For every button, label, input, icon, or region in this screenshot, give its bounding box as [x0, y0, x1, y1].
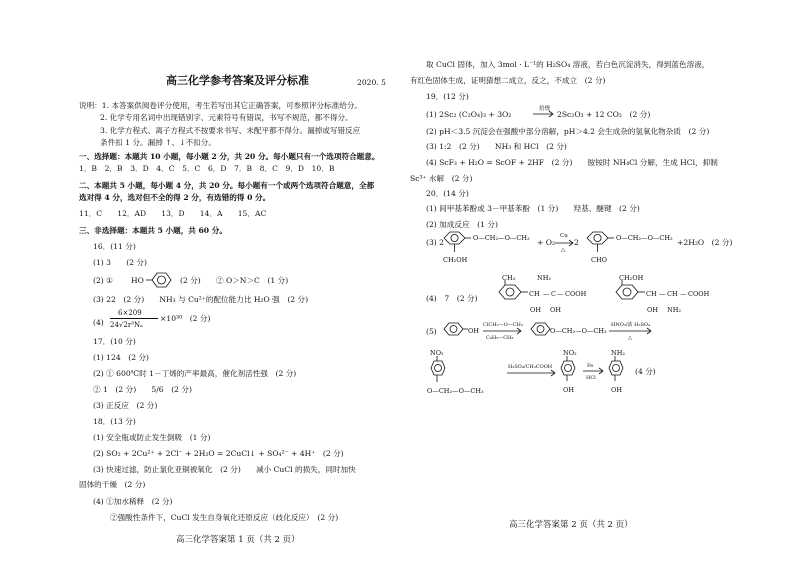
isomer-2-ring [614, 280, 646, 310]
isomer-1-nh2: NH₂ [537, 274, 551, 282]
section-1-heading: 一、选择题：本题共 10 小题，每小题 2 分，共 20 分。每小题只有一个选项符合题意。 [79, 152, 380, 161]
nitrophenol-oh: OH [563, 386, 574, 394]
nitrophenol-no2: NO₂ [563, 349, 577, 357]
q18-4b: ②强酸性条件下，CuCl 发生自身氧化还原反应（歧化反应） (2 分) [110, 513, 339, 522]
phenol-ho-label: HO [131, 276, 144, 285]
fraction-bar [110, 318, 158, 319]
isomer-2-ch2oh: CH₂OH [619, 274, 644, 282]
nitrophenol-ring-structure [559, 356, 583, 386]
page-title: 高三化学参考答案及评分标准 [166, 74, 309, 87]
q19-1-right: 2Sc₂O₃ + 12 CO₂ (2 分) [557, 110, 651, 119]
q16-3: (3) 22 (2 分) NH₃ 与 Cu²⁺的配位能力比 H₂O 强 (2 分) [93, 295, 309, 304]
isomer-2-nh2: NH₂ [667, 306, 681, 314]
product-chain: O—CH₂—O—CH₃ [616, 234, 673, 242]
q20-5-label: (5) [426, 327, 437, 336]
isomer-1-cooh: COOH [565, 290, 587, 298]
q16-4-tail: ×10³⁰ (2 分) [160, 314, 211, 323]
isomer-1-dash: — [543, 290, 550, 298]
answer-page-1 [0, 0, 386, 573]
q19-4: (4) ScF₃ + H₂O = ScOF + 2HF (2 分) 胺铵时 NH₄Cl 分解，生成 HCl，抑制 [426, 158, 718, 167]
q19-1-arrow [533, 110, 555, 118]
isomer-2-oh: OH [647, 306, 658, 314]
q20-3-catalyst: Cu [560, 233, 568, 239]
product-cho: CHO [591, 256, 607, 264]
q20-4-label: (4) 7 (2 分) [426, 294, 478, 303]
nitro-chain: O—CH₂—O—CH₃ [427, 387, 484, 395]
step-3-reagent: H₂SO₄/CH₃COOH [508, 364, 553, 370]
q18-3b: 固体的干燥 (2 分) [79, 480, 146, 489]
nitro-no2: NO₂ [430, 349, 444, 357]
q19-1-condition: 焙烧 [539, 106, 551, 112]
q17-heading: 17．(10 分) [93, 337, 136, 346]
q18-2: (2) SO₂ + 2Cu²⁺ + 2Cl⁻ + 2H₂O = 2CuCl↓ + SO₄²⁻ + 4H⁺ (2 分) [93, 449, 344, 458]
q16-heading: 16．(11 分) [93, 242, 136, 251]
q16-2-rest: (2 分) ② O＞N＞C (1 分) [180, 276, 289, 285]
isomer-1-oh-2: OH [550, 306, 561, 314]
section-2-heading-2: 选对得 4 分，选对但不全的得 2 分，有选错的得 0 分。 [79, 193, 271, 202]
reactant-ch2oh: CH₂OH [443, 256, 468, 264]
q20-3-o2: + O₂ [537, 238, 556, 247]
q16-4-label: (4) [93, 318, 104, 327]
note-line-2: 2. 化学专用名词中出现错别字、元素符号有错误，书写不规范，都不得分。 [100, 113, 353, 122]
isomer-1-dash-2: — [557, 290, 564, 298]
q20-3-tail: +2H₂O (2 分) [677, 238, 733, 247]
page-2-footer: 高三化学答案第 2 页（共 2 页） [509, 520, 633, 530]
step-2-heat: △ [628, 335, 632, 341]
q18-4: (4) ①加水稀释 (2 分) [93, 497, 173, 506]
start-oh: OH [468, 327, 479, 335]
q20-3-heat: △ [561, 247, 566, 253]
section-2-answers: 11．C 12．AD 13．D 14．A 15．AC [79, 209, 267, 218]
step-3-arrow [507, 370, 557, 376]
q20-5-score: (4 分) [635, 367, 656, 376]
q16-2-label: (2) ① [93, 276, 113, 285]
q17-2b: ② 1 (2 分) 5/6 (2 分) [93, 385, 192, 394]
r-line-1: 取 CuCl 固体，加入 3mol · L⁻¹的 H₂SO₄ 溶液，若白色沉淀消失，得到蓝色溶液， [426, 60, 710, 69]
isomer-2-cooh: COOH [688, 290, 710, 298]
note-line-3: 3. 化学方程式、离子方程式不按要求书写、未配平都不得分。漏掉或写错反应 [100, 126, 361, 135]
isomer-2-ch: CH [646, 290, 657, 298]
q17-3: (3) 正反应 (2 分) [93, 401, 158, 410]
q17-1: (1) 124 (2 分) [93, 353, 150, 362]
isomer-1-ch: CH [529, 290, 540, 298]
isomer-2-dash-2: — [680, 290, 687, 298]
isomer-2-dash: — [659, 290, 666, 298]
ether-chain: O—CH₂—O—CH₃ [550, 327, 607, 335]
q18-heading: 18．(13 分) [93, 417, 136, 426]
page-1-footer: 高三化学答案第 1 页（共 2 页） [176, 535, 300, 545]
aminophenol-nh2: NH₂ [611, 349, 625, 357]
q20-heading: 20．(14 分) [426, 189, 469, 198]
aminophenol-oh: OH [611, 386, 622, 394]
q20-3-coeff: 2 [574, 238, 579, 247]
q19-4b: Sc³⁺ 水解 (2 分) [410, 174, 473, 183]
nitro-ring-structure [429, 356, 453, 388]
q16-1: (1) 3 (2 分) [93, 258, 147, 267]
date: 2020. 5 [357, 78, 386, 87]
q19-1-left: (1) 2Sc₂ (C₂O₄)₃ + 3O₂ [426, 110, 512, 119]
isomer-1-c: C [551, 290, 556, 298]
note-line-4: 条件扣 1 分。漏掉 ↑、↓不扣分。 [100, 138, 216, 147]
step-4-acid: HCl [586, 375, 596, 381]
r-line-2: 有红色固体生成，证明猜想二成立，反之，不成立 (2 分) [410, 76, 606, 85]
note-line-1: 说明：1. 本答案供阅卷评分使用，考生若写出其它正确答案，可参照评分标准给分。 [79, 101, 363, 110]
reactant-chain: O—CH₂—O—CH₃ [473, 234, 530, 242]
q19-2: (2) pH＜3.5 沉淀会在强酸中部分溶解，pH＞4.2 会生成杂的氢氧化物杂质 (2 分) [426, 127, 710, 136]
q20-1: (1) 间甲基苯酚或 3－甲基苯酚 (1 分) 羟基、醚键 (2 分) [426, 204, 640, 213]
step-4-reagent: Fe [587, 363, 594, 369]
step-2-reagent: HNO₃/浓 H₂SO₄ [611, 322, 651, 328]
section-2-heading-1: 二、本题共 5 小题，每小题 4 分，共 20 分。每小题有一个或两个选项符合题意，全都 [79, 181, 375, 190]
isomer-2-ch-2: CH [667, 290, 678, 298]
isomer-1-ring [497, 280, 529, 310]
q17-2: (2) ① 600℃时 1－丁烯的产率最高，催化剂活性强 (2 分) [93, 369, 297, 378]
phenol-structure [146, 270, 176, 290]
q18-1: (1) 安全瓶或防止发生倒吸 (1 分) [93, 433, 211, 442]
q18-3: (3) 快速过滤，防止氯化亚铜被氧化 (2 分) 减小 CuCl 的损失，同时加快 [93, 465, 356, 474]
isomer-1-ch3: CH₃ [502, 274, 516, 282]
fraction-numerator: 6×209 [118, 309, 142, 317]
q19-3: (3) 1:2 (2 分) NH₃ 和 HCl (2 分) [426, 142, 567, 151]
fraction-denominator: 24√2r³Nₐ [110, 321, 143, 329]
q19-heading: 19．(12 分) [426, 92, 469, 101]
q20-3-label: (3) 2 [426, 238, 445, 247]
isomer-1-oh: OH [530, 306, 541, 314]
section-3-heading: 三、非选择题：本题共 5 小题，共 60 分。 [79, 226, 227, 235]
step-1-solvent: C₆H₅—CH₃ [486, 335, 514, 341]
section-1-answers: 1．B 2．B 3．D 4．C 5．C 6．D 7．B 8．C 9．D 10．B [79, 164, 335, 173]
q20-2: (2) 加成反应 (1 分) [426, 220, 498, 229]
answer-page-2 [397, 0, 777, 573]
aminophenol-ring-structure [607, 356, 631, 386]
step-1-reagent: ClCH₂—O—CH₃ [483, 322, 523, 328]
